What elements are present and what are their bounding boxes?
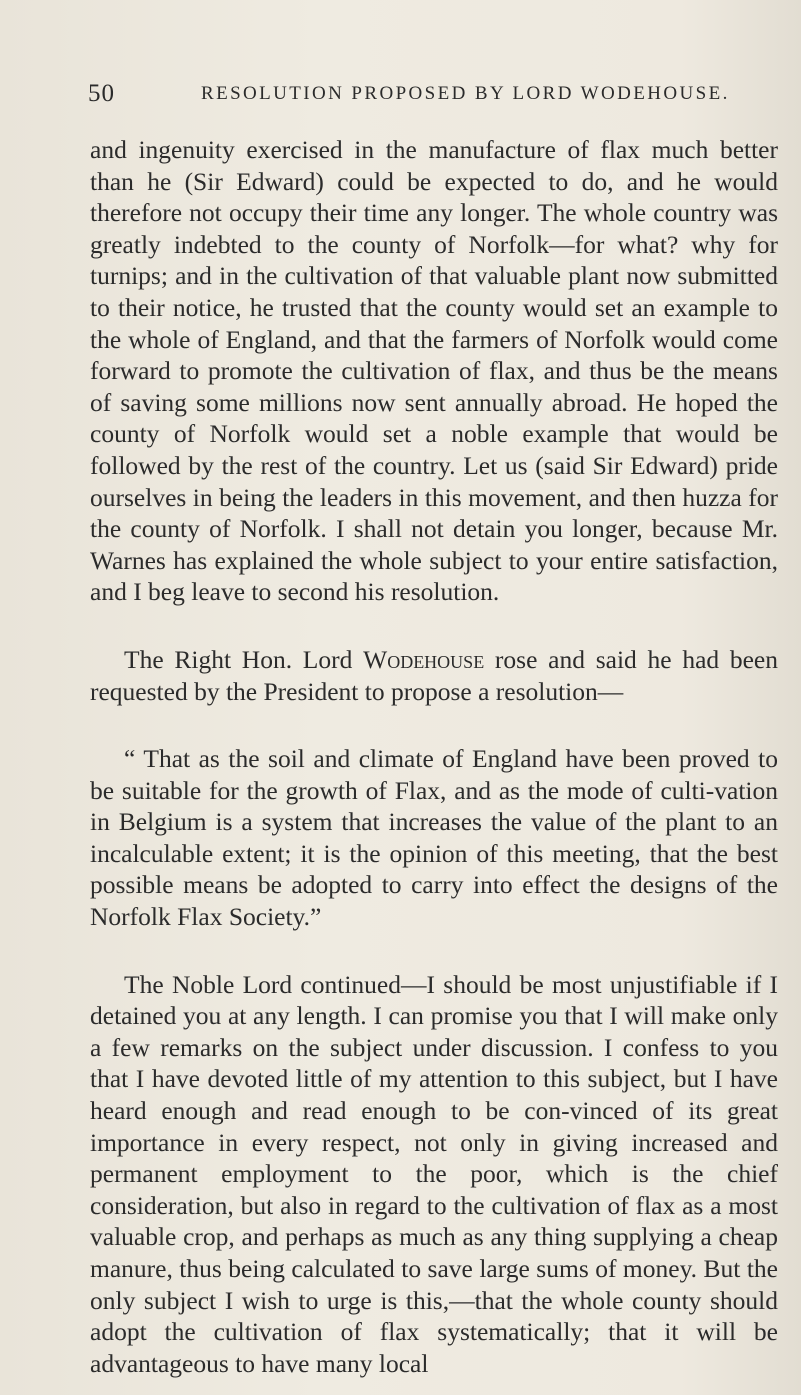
page-header (88, 80, 778, 110)
paragraph-resolution-quote: “ That as the soil and climate of England have been proved to be suitable for the growth of Flax, and as the mode of culti-vation in Belgium is a system that increases the value of the plant to an incalculable extent; it is the opinion of this meeting, that the best possible means be adopted to carry into effect the designs of the Norfolk Flax Society.” (90, 744, 778, 932)
intro-text-after: rose and said he had been requested by the President to propose a resolution— (90, 644, 779, 706)
paragraph-noble-lord-continued: The Noble Lord continued—I should be most unjustifiable if I detained you at any length. I can promise you that I will make only a few remarks on the subject under discussion. I confess to you that I have devoted little of my attention to this subject, but I have heard enough and read enough to be con-vinced of its great importance in every respect, not only in giving increased and permanent employment to the poor, which is the chief consideration, but also in regard to the cultivation of flax as a most valuable crop, and perhaps as much as any thing supplying a cheap manure, thus being calculated to save large sums of money. But the only subject I wish to urge is this,—that the whole county should adopt the cultivation of flax systematically; that it will be advantageous to have many local (90, 969, 778, 1378)
paragraph-sir-edward-speech: and ingenuity exercised in the manufacture of flax much better than he (Sir Edward) could be expected to do, and he would therefore not occupy their time any longer. The whole country was greatly indebted to the county of Norfolk—for what? why for turnips; and in the cultivation of that valuable plant now submitted to their notice, he trusted that the county would set an example to the whole of England, and that the farmers of Norfolk would come forward to promote the cultivation of flax, and thus be the means of saving some millions now sent annually abroad. He hoped the county of Norfolk would set a noble example that would be followed by the rest of the country. Let us (said Sir Edward) pride ourselves in being the leaders in this movement, and then huzza for the county of Norfolk. I shall not detain you longer, because Mr. Warnes has explained the whole subject to your entire satisfaction, and I beg leave to second his resolution. (90, 135, 778, 607)
speaker-name: Wodehouse (363, 644, 485, 674)
body-text (90, 134, 778, 1379)
paragraph-wodehouse-intro (90, 644, 778, 707)
page-number: 50 (88, 80, 115, 107)
running-head: RESOLUTION PROPOSED BY LORD WODEHOUSE. (201, 83, 730, 104)
intro-text-before: The Right Hon. Lord (124, 644, 364, 674)
